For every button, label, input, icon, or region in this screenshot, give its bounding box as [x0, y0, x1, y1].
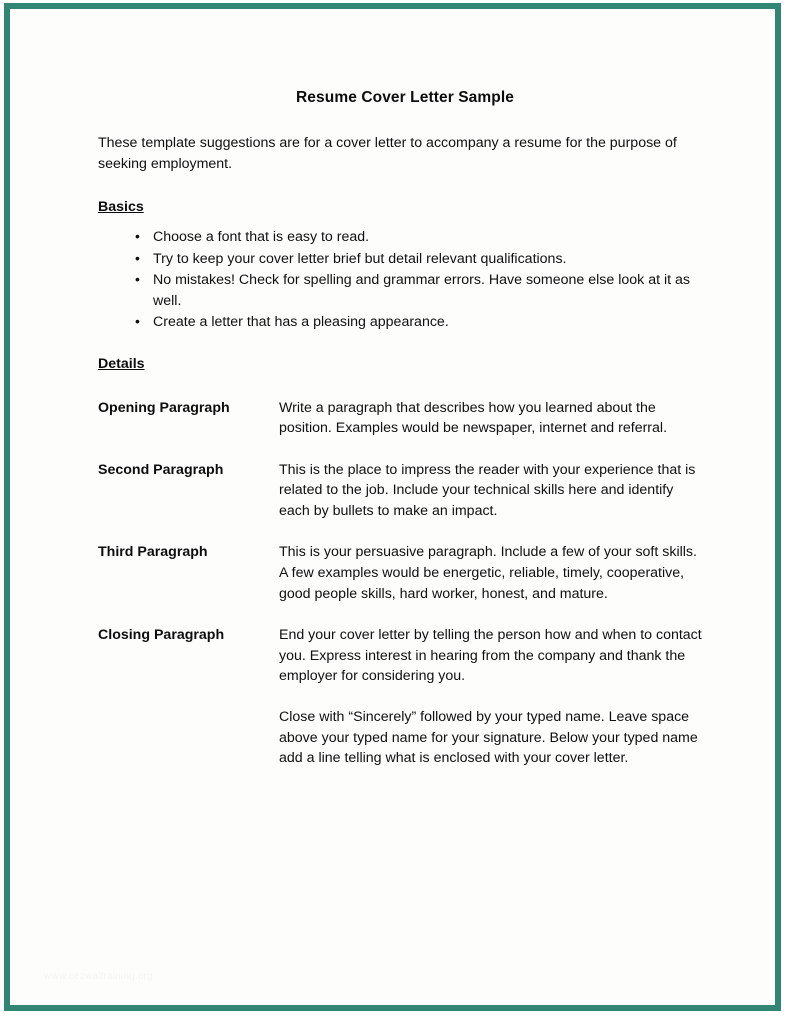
detail-body: [279, 542, 704, 604]
list-item: • No mistakes! Check for spelling and grammar errors. Have someone else look at it as well.: [135, 270, 713, 311]
detail-body: [279, 625, 704, 769]
detail-row-opening: [92, 398, 704, 439]
detail-paragraph: This is your persuasive paragraph. Include a few of your soft skills. A few examples would be energetic, reliable, timely, cooperative, good people skills, hard worker, honest, and mature.: [279, 544, 697, 602]
document-frame: [4, 3, 781, 1011]
detail-row-third: [92, 542, 704, 604]
detail-paragraph: This is the place to impress the reader with your experience that is related to the job. Include your technical skills here and identify each by bullets to make an impact.: [279, 461, 696, 519]
page-title: Resume Cover Letter Sample: [296, 89, 514, 106]
section-heading-details: Details: [98, 355, 145, 372]
detail-row-second: [92, 460, 704, 522]
scan-watermark: www.cezwaltraining.org: [44, 971, 153, 982]
detail-label: Closing Paragraph: [98, 627, 225, 644]
list-item: • Try to keep your cover letter brief but detail relevant qualifications.: [135, 249, 713, 270]
section-heading-basics: Basics: [98, 199, 144, 215]
list-item: • Create a letter that has a pleasing appearance.: [135, 312, 713, 333]
basics-bullet-list: [92, 227, 704, 333]
detail-paragraph: Write a paragraph that describes how you learned about the position. Examples would be newspaper, internet and referral.: [279, 399, 668, 437]
detail-label: Second Paragraph: [98, 461, 224, 478]
details-heading-wrap: [92, 355, 704, 384]
list-item: • Choose a font that is easy to read.: [135, 227, 713, 248]
detail-label: Third Paragraph: [98, 544, 208, 561]
details-section: [92, 355, 704, 769]
detail-label: Opening Paragraph: [98, 399, 230, 416]
document-content: [92, 89, 704, 790]
detail-paragraph: End your cover letter by telling the person how and when to contact you. Express interest in hearing from the company and thank the employer for considering you.: [279, 627, 702, 685]
detail-body: [279, 398, 704, 439]
basics-section: [92, 198, 704, 333]
detail-row-closing: [92, 625, 704, 769]
detail-body: [279, 460, 704, 522]
intro-paragraph: These template suggestions are for a cover letter to accompany a resume for the purpose of seeking employment.: [98, 135, 677, 172]
document-page: [10, 9, 775, 1005]
detail-paragraph: Close with “Sincerely” followed by your typed name. Leave space above your typed name for your signature. Below your typed name add a line telling what is enclosed with your cover letter.: [279, 709, 698, 767]
